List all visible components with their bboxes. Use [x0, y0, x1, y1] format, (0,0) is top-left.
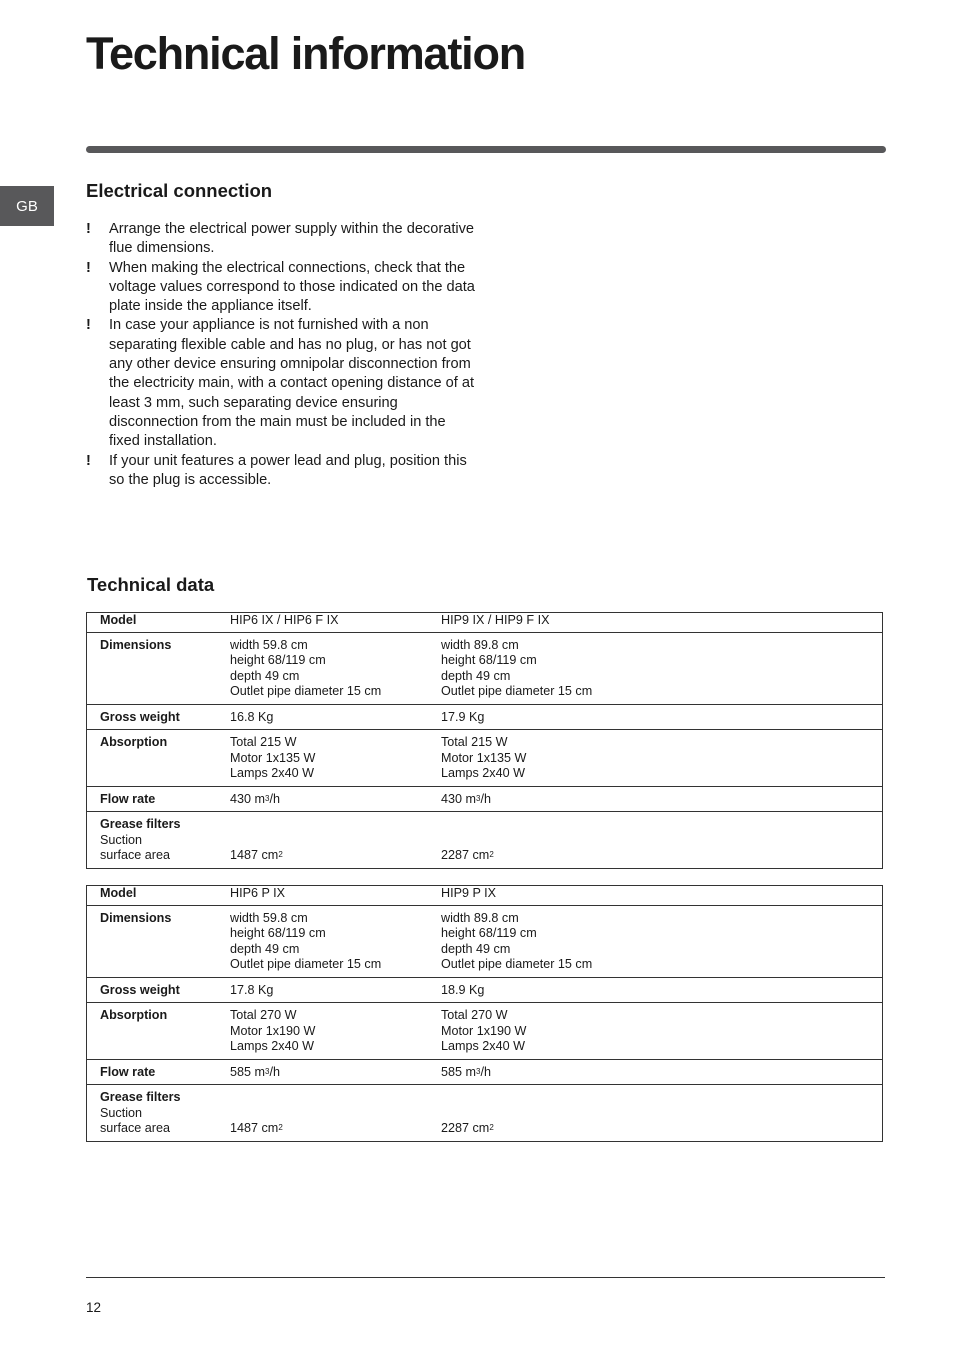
flow-rate-value-a: [230, 786, 441, 812]
dimension-line: height 68/119 cm: [230, 926, 326, 940]
title-divider: [86, 146, 886, 153]
absorption-line: Total 215 W: [441, 735, 508, 749]
absorption-row: [87, 730, 883, 787]
technical-data-heading: Technical data: [87, 574, 215, 595]
warning-text: In case your appliance is not furnished with a non separating flexible cable and has no plug, or has not got any other device ensuring omnipolar disconnection from the electricity main, with a contact opening distance of at least 3 mm, such separating device ensuring disconnection from the main must be included in the fixed installation.: [109, 317, 475, 450]
grease-filters-title: Grease filters: [100, 817, 181, 831]
absorption-line: Motor 1x135 W: [441, 750, 527, 765]
unit-tail: /h: [480, 791, 491, 806]
grease-filters-label: [87, 1085, 231, 1142]
electrical-connection-heading: Electrical connection: [86, 180, 273, 201]
absorption-line: Motor 1x135 W: [230, 750, 316, 765]
absorption-row: [87, 1003, 883, 1060]
suction-label: Suction: [100, 1105, 143, 1120]
absorption-value-b: [441, 1003, 883, 1060]
absorption-line: Lamps 2x40 W: [441, 1039, 525, 1053]
surface-area-value-b: [441, 812, 883, 869]
absorption-line: Motor 1x190 W: [230, 1023, 316, 1038]
warning-item: [86, 452, 476, 491]
dimension-line: depth 49 cm: [441, 668, 511, 683]
flow-rate-value-b: [441, 1059, 883, 1085]
dimensions-label: Dimensions: [100, 637, 172, 652]
model-value-a: HIP6 IX / HIP6 F IX: [230, 613, 339, 627]
dimension-line: Outlet pipe diameter 15 cm: [441, 957, 593, 971]
dimension-line: height 68/119 cm: [441, 653, 537, 667]
warning-mark: !: [86, 317, 91, 334]
warning-list: [86, 220, 476, 490]
grease-filters-row: [87, 1085, 883, 1142]
model-row: [87, 886, 883, 906]
gross-weight-label: Gross weight: [100, 982, 180, 997]
gross-weight-value-a: 16.8 Kg: [230, 709, 274, 724]
suction-label: Suction: [100, 832, 143, 847]
flow-rate-label: Flow rate: [100, 791, 156, 806]
flow-rate-label: Flow rate: [100, 1064, 156, 1079]
grease-filters-label: [87, 812, 231, 869]
flow-rate-number: 430 m: [230, 791, 266, 806]
absorption-label: Absorption: [100, 1008, 168, 1022]
surface-area-number: 2287 cm: [441, 848, 490, 862]
unit-tail: /h: [269, 1064, 280, 1079]
flow-rate-number: 585 m: [230, 1064, 266, 1079]
spec-table-2: [86, 885, 883, 1142]
warning-item: [86, 220, 476, 259]
surface-area-label: surface area: [100, 1121, 171, 1135]
dimension-line: width 59.8 cm: [230, 637, 308, 652]
dimensions-value-a: [230, 905, 441, 977]
flow-rate-number: 585 m: [441, 1064, 477, 1079]
dimension-line: Outlet pipe diameter 15 cm: [230, 684, 382, 698]
warning-mark: !: [86, 259, 91, 276]
page-title: Technical information: [86, 28, 526, 79]
page-number: 12: [86, 1300, 102, 1315]
absorption-label: Absorption: [100, 735, 168, 749]
absorption-line: Total 270 W: [230, 1008, 297, 1022]
dimension-line: Outlet pipe diameter 15 cm: [441, 684, 593, 698]
warning-text: If your unit features a power lead and plug, position this so the plug is accessible.: [109, 452, 467, 488]
flow-rate-number: 430 m: [441, 791, 477, 806]
flow-rate-value-a: [230, 1059, 441, 1085]
dimension-line: height 68/119 cm: [441, 926, 537, 940]
absorption-line: Motor 1x190 W: [441, 1023, 527, 1038]
absorption-line: Lamps 2x40 W: [230, 1039, 314, 1053]
absorption-value-a: [230, 1003, 441, 1060]
gross-weight-value-b: 17.9 Kg: [441, 709, 485, 724]
warning-text: Arrange the electrical power supply within the decorative flue dimensions.: [109, 221, 475, 257]
surface-area-value-a: [230, 812, 441, 869]
unit-exponent: 2: [489, 1123, 494, 1132]
grease-filters-row: [87, 812, 883, 869]
flow-rate-row: [87, 1059, 883, 1085]
model-value-b: HIP9 P IX: [441, 886, 497, 900]
absorption-value-b: [441, 730, 883, 787]
flow-rate-row: [87, 786, 883, 812]
surface-area-value-a: [230, 1085, 441, 1142]
surface-area-number: 1487 cm: [230, 1121, 279, 1135]
surface-area-number: 1487 cm: [230, 848, 279, 862]
model-value-a: HIP6 P IX: [230, 886, 286, 900]
gross-weight-value-a: 17.8 Kg: [230, 982, 274, 997]
dimensions-value-b: [441, 632, 883, 704]
surface-area-label: surface area: [100, 848, 171, 862]
warning-mark: !: [86, 221, 91, 237]
unit-exponent: 2: [278, 1123, 283, 1132]
surface-area-value-b: [441, 1085, 883, 1142]
warning-mark: !: [86, 452, 91, 469]
dimension-line: width 59.8 cm: [230, 910, 308, 925]
dimension-line: width 89.8 cm: [441, 637, 519, 652]
warning-item: [86, 316, 476, 451]
model-label: Model: [100, 886, 137, 900]
dimensions-value-a: [230, 632, 441, 704]
gross-weight-row: [87, 704, 883, 730]
absorption-value-a: [230, 730, 441, 787]
warning-item: [86, 259, 476, 317]
dimension-line: width 89.8 cm: [441, 910, 519, 925]
absorption-line: Total 215 W: [230, 735, 297, 749]
dimensions-row: [87, 632, 883, 704]
unit-tail: /h: [269, 791, 280, 806]
dimensions-value-b: [441, 905, 883, 977]
unit-exponent: 2: [489, 850, 494, 859]
absorption-line: Total 270 W: [441, 1008, 508, 1022]
dimension-line: depth 49 cm: [441, 941, 511, 956]
spec-table-1: [86, 612, 883, 869]
language-tab: GB: [0, 186, 54, 226]
dimension-line: height 68/119 cm: [230, 653, 326, 667]
dimensions-row: [87, 905, 883, 977]
model-row: [87, 613, 883, 633]
dimension-line: depth 49 cm: [230, 941, 300, 956]
absorption-line: Lamps 2x40 W: [441, 766, 525, 780]
grease-filters-title: Grease filters: [100, 1090, 181, 1104]
gross-weight-row: [87, 977, 883, 1003]
dimension-line: depth 49 cm: [230, 668, 300, 683]
unit-exponent: 3: [476, 1066, 481, 1076]
gross-weight-value-b: 18.9 Kg: [441, 982, 485, 997]
unit-exponent: 3: [265, 1066, 270, 1076]
unit-tail: /h: [480, 1064, 491, 1079]
dimensions-label: Dimensions: [100, 910, 172, 925]
unit-exponent: 3: [476, 793, 481, 803]
unit-exponent: 2: [278, 850, 283, 859]
dimension-line: Outlet pipe diameter 15 cm: [230, 957, 382, 971]
model-label: Model: [100, 613, 137, 627]
absorption-line: Lamps 2x40 W: [230, 766, 314, 780]
model-value-b: HIP9 IX / HIP9 F IX: [441, 613, 550, 627]
warning-text: When making the electrical connections, check that the voltage values correspond to those indicated on the data plate inside the appliance itself.: [109, 259, 475, 315]
flow-rate-value-b: [441, 786, 883, 812]
footer-divider: [86, 1277, 885, 1278]
gross-weight-label: Gross weight: [100, 709, 180, 724]
unit-exponent: 3: [265, 793, 270, 803]
surface-area-number: 2287 cm: [441, 1121, 490, 1135]
